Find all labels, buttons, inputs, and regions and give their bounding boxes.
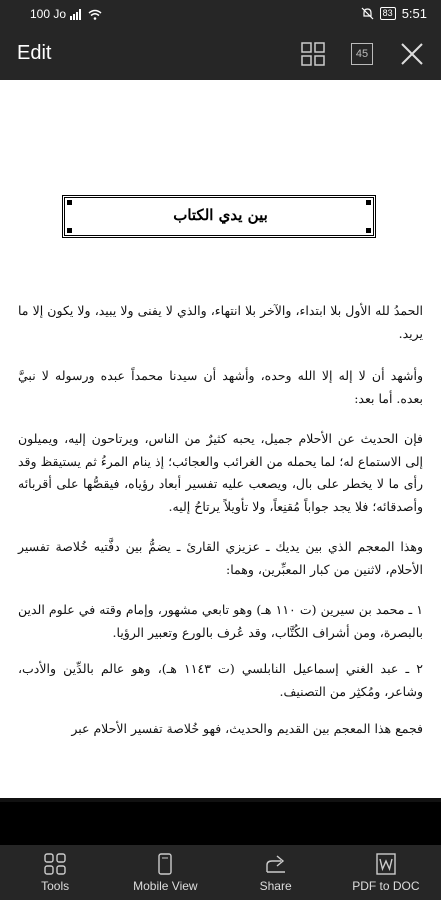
paragraph-4: وهذا المعجم الذي بين يديك ـ عزيزي القارئ ـ يضمُّ بين دفَّتيه خُلاصة تفسير الأحلام، لاثنين من كبار المعبِّرين، وهما:: [18, 539, 423, 577]
document-page: [0, 80, 441, 800]
page-bottom-rule: [0, 798, 441, 802]
paragraph-2: وأشهد أن لا إله إلا الله وحده، وأشهد أن سيدنا محمداً عبده ورسوله لا نبيَّ بعده. أما بعد:: [18, 368, 423, 406]
clock: 5:51: [401, 6, 427, 21]
close-icon[interactable]: [399, 41, 425, 67]
battery-icon: 83: [380, 7, 396, 20]
grid-view-icon[interactable]: [300, 41, 326, 67]
bottom-nav: [0, 845, 441, 900]
carrier-text: 100 Jo: [30, 7, 67, 21]
tools-label: Tools: [41, 879, 70, 893]
mobile-view-label: Mobile View: [133, 879, 198, 893]
signal-icon: [70, 9, 84, 20]
paragraph-5: ١ ـ محمد بن سيرين (ت ١١٠ هـ) وهو تابعي مشهور، وإمام وقته في علوم الدين بالبصرة، ومن أشراف الكُتَّاب، وقد عُرف بالورع وتعبير الرؤيا.: [18, 602, 423, 640]
word-doc-icon: [374, 853, 398, 875]
share-label: Share: [259, 879, 292, 893]
frame-corner: [67, 200, 72, 205]
wifi-icon: [88, 9, 102, 20]
status-left: [30, 7, 102, 21]
page-count-button[interactable]: 45: [351, 43, 373, 65]
frame-corner: [366, 228, 371, 233]
tools-button[interactable]: [0, 845, 110, 900]
mobile-view-button[interactable]: [110, 845, 220, 900]
frame-corner: [67, 228, 72, 233]
tools-grid-icon: [43, 853, 67, 875]
pdf-to-doc-button[interactable]: [331, 845, 441, 900]
paragraph-1: الحمدُ لله الأول بلا ابتداء، والآخر بلا انتهاء، والذي لا يفنى ولا يبيد، ولا يكون إلا ما يريد.: [18, 303, 423, 341]
paragraph-6: ٢ ـ عبد الغني إسماعيل النابلسي (ت ١١٤٣ هـ)، وهو عالم بالدِّين والأدب، وشاعر، ومُكثِر من التصنيف.: [18, 661, 423, 699]
status-right: [361, 6, 427, 21]
share-button[interactable]: [221, 845, 331, 900]
chapter-heading: بين يدي الكتاب: [173, 206, 268, 224]
frame-corner: [366, 200, 371, 205]
mobile-view-icon: [153, 853, 177, 875]
mute-bell-icon: [361, 7, 374, 20]
paragraph-7: فجمع هذا المعجم بين القديم والحديث، فهو خُلاصة تفسير الأحلام عبر: [71, 721, 423, 736]
paragraph-3: فإن الحديث عن الأحلام جميل، يحبه كثيرٌ من الناس، ويرتاحون إليه، ويميلون إلى الاستماع له؛ لما يحمله من الغرائب والعجائب؛ إذ ينام المرءُ ثم يستيقظ وقد رأى ما لا يخطر على بال، ويصعب عليه تفسير أبعاد رؤياه، فيقصُّها على أقربائه وأصدقائه؛ فلا يجد جواباً مُقنِعاً، ولا تأويلاً يرتاحُ إليه.: [18, 431, 423, 514]
top-toolbar: [0, 28, 441, 80]
pdf-to-doc-label: PDF to DOC: [352, 879, 420, 893]
edit-title[interactable]: Edit: [17, 42, 52, 64]
share-icon: [264, 853, 288, 875]
status-bar: [0, 0, 441, 28]
